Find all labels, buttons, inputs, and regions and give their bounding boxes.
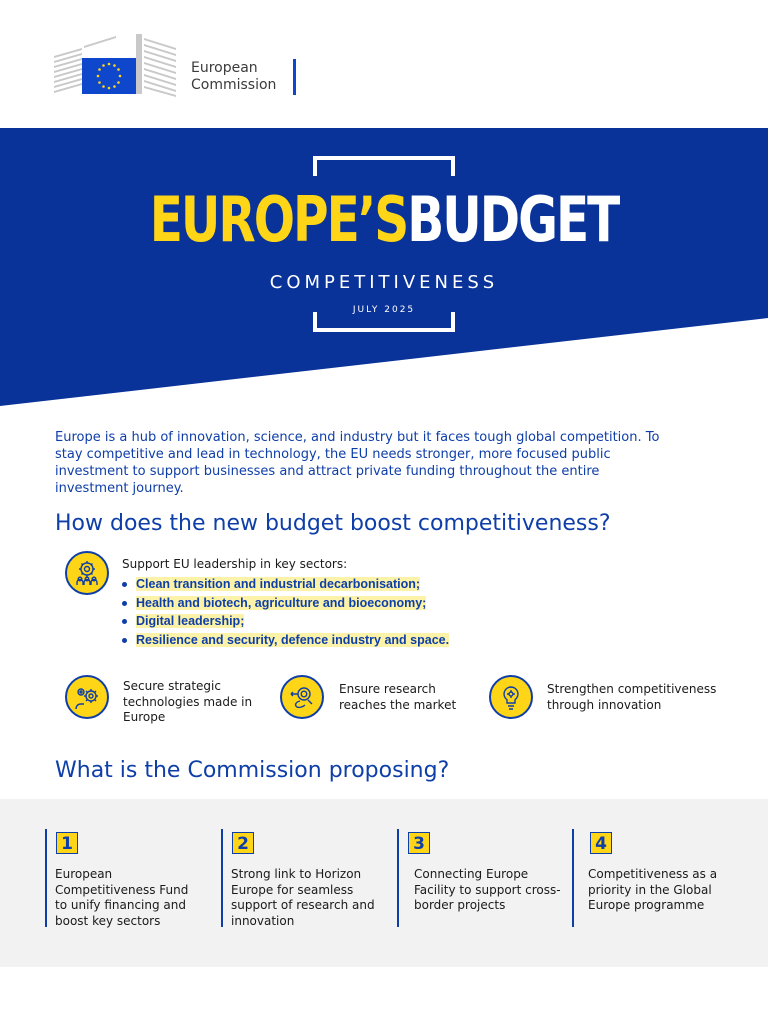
proposal-text: Competitiveness as a priority in the Global Europe programme — [588, 867, 718, 912]
proposal-item — [397, 829, 564, 927]
feature-text: Ensure research reaches the market — [339, 682, 457, 712]
proposal-text: Strong link to Horizon Europe for seamless support of research and innovation — [231, 867, 375, 928]
bullet-dot — [122, 601, 127, 606]
proposal-number: 4 — [590, 832, 612, 854]
page-subtitle: COMPETITIVENESS — [269, 272, 499, 293]
proposal-number: 3 — [408, 832, 430, 854]
organization-name — [191, 60, 276, 94]
logo-divider — [293, 59, 296, 95]
proposal-item — [45, 829, 197, 927]
proposal-item — [572, 829, 734, 927]
org-line2: Commission — [191, 77, 277, 93]
publication-date: JULY 2025 — [352, 305, 416, 315]
research-icon — [280, 675, 324, 719]
bullet-dot — [122, 582, 127, 587]
bullet-text: Digital leadership; — [136, 614, 245, 628]
title-frame-bottom — [313, 312, 455, 332]
list-item — [122, 633, 449, 648]
proposal-text: Connecting Europe Facility to support cross-border projects — [414, 867, 561, 912]
list-item — [122, 577, 420, 592]
section1-heading: How does the new budget boost competitiveness? — [55, 511, 611, 536]
title-part1: EUROPE’S — [149, 183, 408, 256]
proposal-number: 2 — [232, 832, 254, 854]
proposal-text: European Competitiveness Fund to unify financing and boost key sectors — [55, 867, 189, 928]
section2-heading: What is the Commission proposing? — [55, 758, 450, 783]
bullet-text: Clean transition and industrial decarbonisation; — [136, 577, 421, 591]
feature-text: Strengthen competitiveness through innovation — [547, 682, 717, 712]
page-title — [0, 180, 768, 261]
bullet-text: Resilience and security, defence industry and space. — [136, 633, 450, 647]
bullet-dot — [122, 638, 127, 643]
intro-paragraph: Europe is a hub of innovation, science, and industry but it faces tough global competition. To stay competitive and lead in technology, the EU needs stronger, more focused public investment to support businesses and attract private funding throughout the entire investment journey. — [55, 430, 660, 496]
feature-text: Secure strategic technologies made in Europe — [123, 679, 253, 724]
sectors-lead: Support EU leadership in key sectors: — [122, 557, 348, 571]
title-frame-top — [313, 156, 455, 176]
proposal-item — [221, 829, 383, 927]
bullet-dot — [122, 619, 127, 624]
bullet-text: Health and biotech, agriculture and bioeconomy; — [136, 596, 427, 610]
title-part2: BUDGET — [407, 183, 619, 256]
proposal-number: 1 — [56, 832, 78, 854]
list-item — [122, 596, 426, 611]
lightbulb-icon — [489, 675, 533, 719]
gears-icon — [65, 675, 109, 719]
list-item — [122, 614, 244, 629]
org-line1: European — [191, 60, 258, 76]
leadership-icon — [65, 551, 109, 595]
